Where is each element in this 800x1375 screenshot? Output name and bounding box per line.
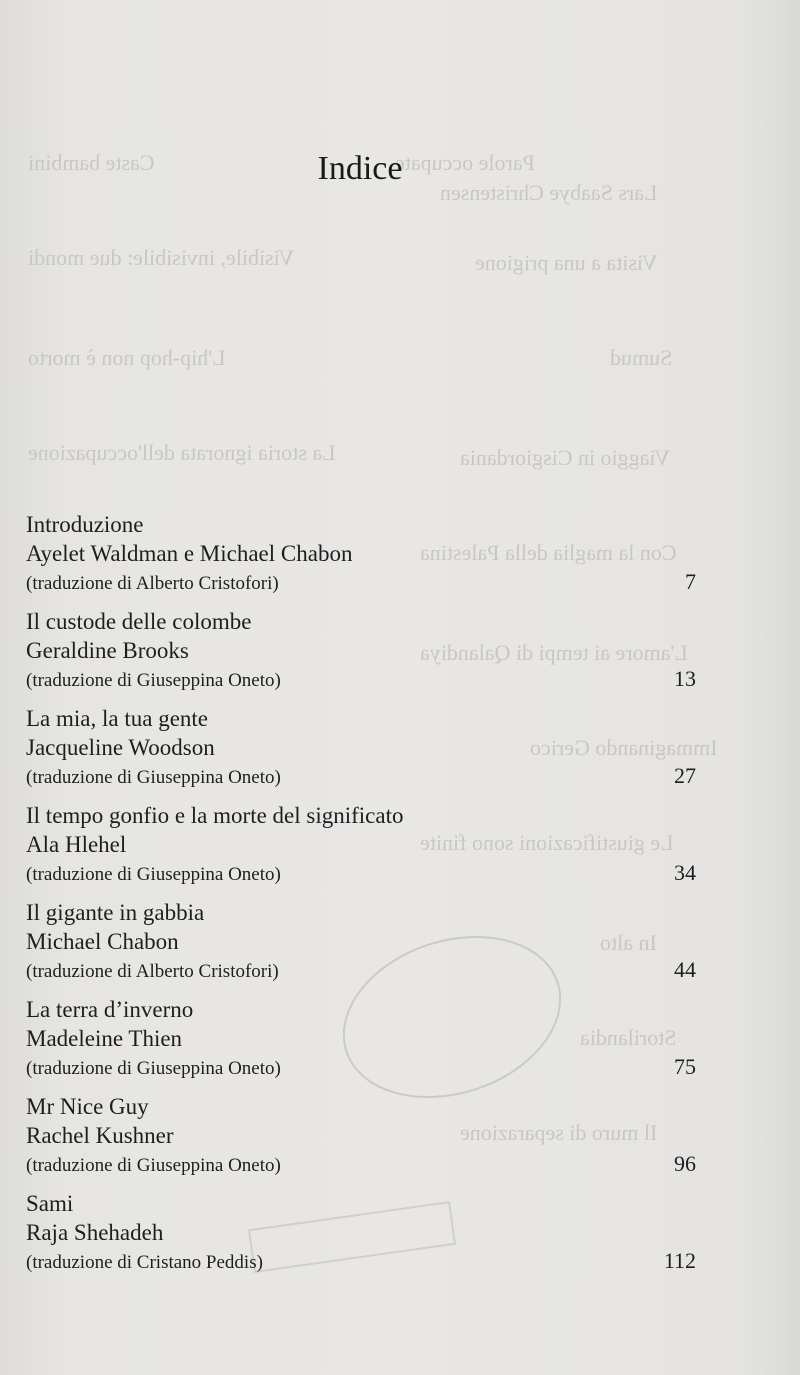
- toc-entry[interactable]: [26, 898, 696, 986]
- entry-page-number: 7: [685, 569, 696, 594]
- entry-translation: (traduzione di Alberto Cristofori): [26, 961, 279, 982]
- entry-translation: (traduzione di Giuseppina Oneto): [26, 864, 281, 885]
- entry-author: Rachel Kushner: [26, 1123, 174, 1148]
- entry-title: Sami: [26, 1191, 74, 1216]
- entry-page-number: 13: [674, 666, 696, 691]
- toc-entry[interactable]: [26, 1189, 696, 1277]
- entry-page-number: 112: [663, 1248, 696, 1273]
- entry-title: Mr Nice Guy: [26, 1094, 149, 1119]
- toc-entry[interactable]: [26, 607, 696, 695]
- entry-page-number: 44: [674, 957, 696, 982]
- entry-translation: (traduzione di Giuseppina Oneto): [26, 1058, 281, 1079]
- entry-author: Michael Chabon: [26, 929, 179, 954]
- entry-title: Il tempo gonfio e la morte del significato: [26, 803, 404, 828]
- entry-author: Ala Hlehel: [26, 832, 127, 857]
- entry-translation: (traduzione di Giuseppina Oneto): [26, 767, 281, 788]
- entry-translation: (traduzione di Giuseppina Oneto): [26, 1155, 281, 1176]
- entry-page-number: 27: [674, 763, 696, 788]
- entry-translation: (traduzione di Giuseppina Oneto): [26, 670, 281, 691]
- entry-page-number: 34: [674, 860, 696, 885]
- page-title: Indice: [317, 150, 403, 187]
- entry-author: Ayelet Waldman e Michael Chabon: [26, 541, 353, 566]
- entry-title: La terra d’inverno: [26, 997, 194, 1022]
- toc-entry[interactable]: [26, 510, 696, 598]
- entry-author: Jacqueline Woodson: [26, 735, 215, 760]
- entry-translation: (traduzione di Alberto Cristofori): [26, 573, 279, 594]
- entry-translation: (traduzione di Cristano Peddis): [26, 1252, 263, 1273]
- entry-author: Raja Shehadeh: [26, 1220, 164, 1245]
- entry-title: Il gigante in gabbia: [26, 900, 205, 925]
- entry-page-number: 96: [674, 1151, 696, 1176]
- entry-title: La mia, la tua gente: [26, 706, 209, 731]
- entry-title: Il custode delle colombe: [26, 609, 252, 634]
- entry-author: Geraldine Brooks: [26, 638, 189, 663]
- toc-entry[interactable]: [26, 1092, 696, 1180]
- table-of-contents: [26, 510, 696, 1286]
- toc-entry[interactable]: [26, 704, 696, 792]
- entry-page-number: 75: [674, 1054, 696, 1079]
- entry-author: Madeleine Thien: [26, 1026, 183, 1051]
- toc-entry[interactable]: [26, 801, 696, 889]
- entry-title: Introduzione: [26, 512, 144, 537]
- show-through-texture: Parole occupate Lars Saabye Christensen Caste bambini Visita a una prigione Visibile, invisibile: due mondi Sumud L'hip-hop non è morto Viaggio in Cisgiordania La storia ignorata dell'occupazione Con la maglia della Palestina L'amore ai tempi di Qalandiya Immaginando Gerico Le giustificazioni sono finite In alto Storilandia Il muro di separazione: [28, 150, 718, 1145]
- toc-entry[interactable]: [26, 995, 696, 1083]
